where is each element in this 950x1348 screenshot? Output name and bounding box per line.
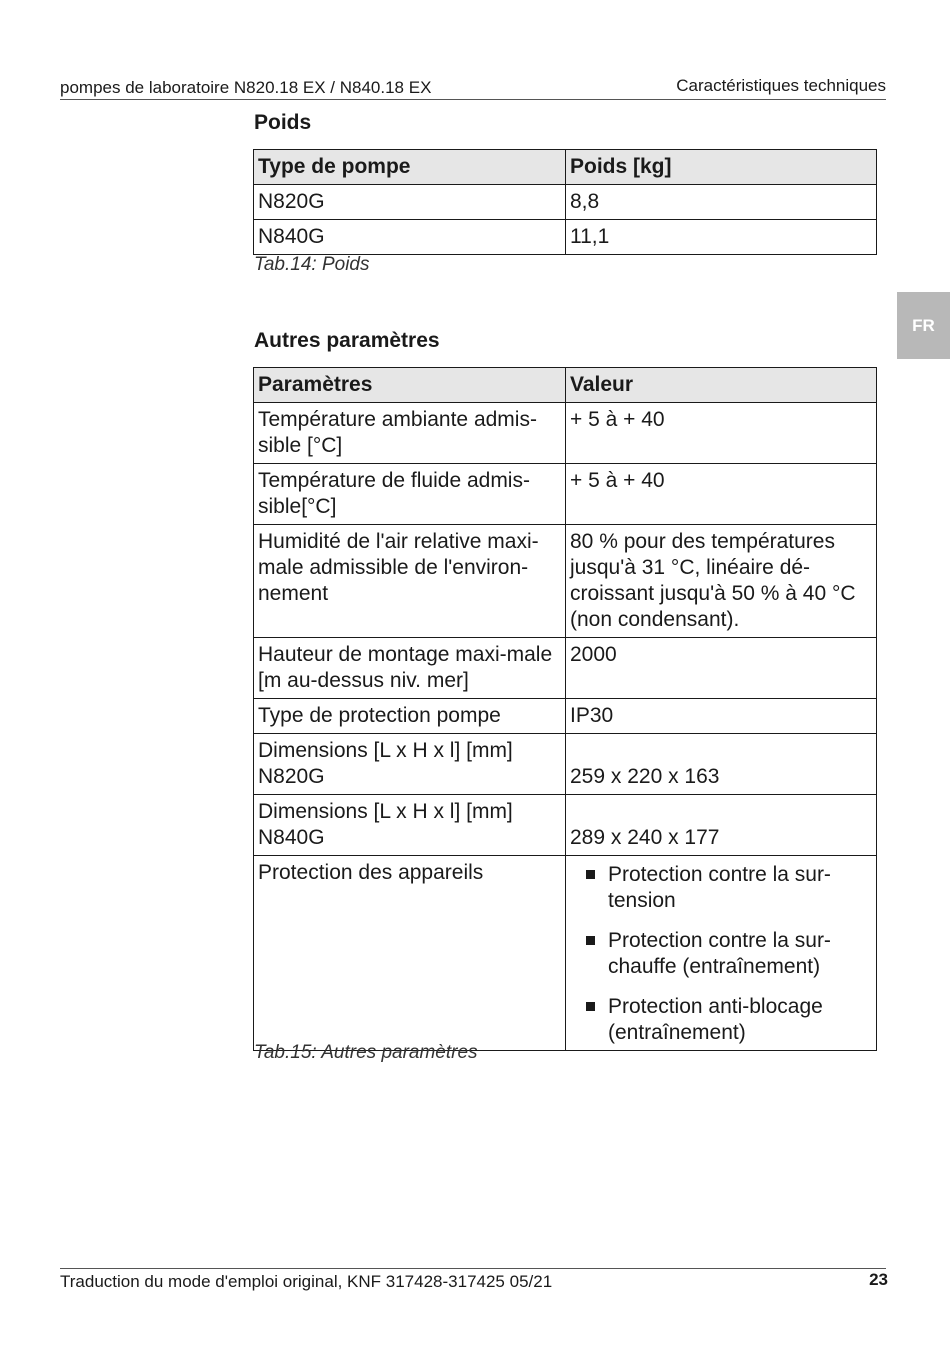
table-header-row bbox=[254, 368, 877, 403]
table-cell: 289 x 240 x 177 bbox=[566, 795, 877, 856]
table-cell: 80 % pour des températures jusqu'à 31 °C, linéaire dé-croissant jusqu'à 50 % à 40 °C (non condensant). bbox=[566, 525, 877, 638]
table-cell: Température de fluide admis-sible[°C] bbox=[254, 464, 566, 525]
table-row bbox=[254, 185, 877, 220]
header-document-title: pompes de laboratoire N820.18 EX / N840.18 EX bbox=[60, 78, 432, 97]
table-cell: + 5 à + 40 bbox=[566, 464, 877, 525]
table-cell: Dimensions [L x H x l] [mm] N820G bbox=[254, 734, 566, 795]
column-header: Valeur bbox=[566, 368, 877, 403]
table-row bbox=[254, 699, 877, 734]
footer-text: Traduction du mode d'emploi original, KNF 317428-317425 05/21 bbox=[60, 1272, 553, 1291]
column-header: Poids [kg] bbox=[566, 150, 877, 185]
column-header: Type de pompe bbox=[254, 150, 566, 185]
table-cell bbox=[566, 856, 877, 1051]
table-row bbox=[254, 734, 877, 795]
protection-list bbox=[570, 860, 871, 1046]
list-item: Protection contre la sur-tension bbox=[570, 862, 871, 914]
table-row bbox=[254, 464, 877, 525]
table-cell: 259 x 220 x 163 bbox=[566, 734, 877, 795]
column-header: Paramètres bbox=[254, 368, 566, 403]
table-cell: + 5 à + 40 bbox=[566, 403, 877, 464]
header-divider bbox=[60, 99, 886, 100]
table-row bbox=[254, 403, 877, 464]
weight-table bbox=[253, 149, 877, 255]
weight-section-title: Poids bbox=[254, 111, 312, 134]
table-cell: 8,8 bbox=[566, 185, 877, 220]
table-cell: 2000 bbox=[566, 638, 877, 699]
table-cell: Dimensions [L x H x l] [mm] N840G bbox=[254, 795, 566, 856]
weight-table-caption: Tab.14: Poids bbox=[254, 254, 370, 275]
table-cell: IP30 bbox=[566, 699, 877, 734]
table-header-row bbox=[254, 150, 877, 185]
parameters-table bbox=[253, 367, 877, 1051]
table-cell: 11,1 bbox=[566, 220, 877, 255]
table-cell: Température ambiante admis-sible [°C] bbox=[254, 403, 566, 464]
footer-divider bbox=[60, 1268, 886, 1269]
table-cell: N820G bbox=[254, 185, 566, 220]
list-item: Protection contre la sur-chauffe (entraînement) bbox=[570, 928, 871, 980]
header-section-title: Caractéristiques techniques bbox=[676, 76, 886, 95]
table-row bbox=[254, 795, 877, 856]
table-cell: Type de protection pompe bbox=[254, 699, 566, 734]
table-cell: N840G bbox=[254, 220, 566, 255]
table-cell: Hauteur de montage maxi-male [m au-dessus niv. mer] bbox=[254, 638, 566, 699]
page-number: 23 bbox=[869, 1270, 888, 1289]
other-section-title: Autres paramètres bbox=[254, 329, 440, 352]
table-row bbox=[254, 638, 877, 699]
table-cell: Protection des appareils bbox=[254, 856, 566, 1051]
list-item: Protection anti-blocage (entraînement) bbox=[570, 994, 871, 1046]
table-row bbox=[254, 525, 877, 638]
table-row bbox=[254, 220, 877, 255]
table-row bbox=[254, 856, 877, 1051]
parameters-table-caption: Tab.15: Autres paramètres bbox=[254, 1042, 478, 1063]
table-cell: Humidité de l'air relative maxi-male admissible de l'environ-nement bbox=[254, 525, 566, 638]
language-tab: FR bbox=[897, 292, 950, 359]
